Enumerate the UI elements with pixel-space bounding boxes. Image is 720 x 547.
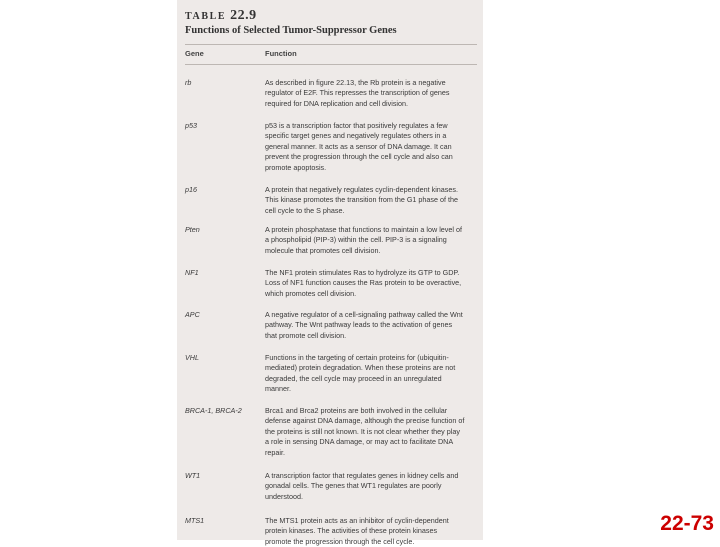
gene-cell: VHL [185,353,199,362]
function-cell: As described in figure 22.13, the Rb protein is a negative regulator of E2F. This represses the transcription of genes required for DNA replication and cell division. [265,78,450,108]
function-cell: The NF1 protein stimulates Ras to hydrolyze its GTP to GDP. Loss of NF1 function causes the Ras protein to be overactive, which promotes cell division. [265,268,462,298]
table-row [185,471,477,502]
table-row [185,78,477,109]
header-rule-bottom [185,64,477,65]
table-label-number: 22.9 [230,8,257,23]
table-row [185,225,477,256]
table-title: Functions of Selected Tumor-Suppressor Genes [185,25,397,36]
function-cell: p53 is a transcription factor that positively regulates a few specific target genes and negatively regulates others in a general manner. It acts as a sensor of DNA damage. It can prevent the progression through the cell cycle and also can promote apoptosis. [265,121,453,172]
function-cell: The MTS1 protein acts as an inhibitor of cyclin-dependent protein kinases. The activities of these protein kinases promote the progression through the cell cycle. [265,516,449,546]
table-number [185,7,477,24]
table-row [185,185,477,216]
gene-cell: Pten [185,225,200,234]
gene-cell: MTS1 [185,516,205,525]
function-cell: A protein phosphatase that functions to maintain a low level of a phospholipid (PIP-3) within the cell. PIP-3 is a signaling molecule that promotes cell division. [265,225,462,255]
function-cell: Brca1 and Brca2 proteins are both involved in the cellular defense against DNA damage, although the precise function of the proteins is still not known. It is not clear whether they play a role in sensing DNA damage, or may act to facilitate DNA repair. [265,406,465,457]
table-row [185,516,477,547]
gene-cell: p53 [185,121,197,130]
table-label-prefix: TABLE [185,11,227,22]
table-row [185,406,477,458]
table-row [185,353,477,395]
gene-cell: p16 [185,185,197,194]
table-header-row [185,45,477,60]
table-row [185,268,477,299]
gene-cell: NF1 [185,268,199,277]
function-cell: A negative regulator of a cell-signaling pathway called the Wnt pathway. The Wnt pathway leads to the activation of genes that promote cell division. [265,310,463,340]
gene-cell: WT1 [185,471,201,480]
gene-cell: BRCA-1, BRCA-2 [185,406,242,415]
header-function: Function [265,49,297,58]
function-cell: Functions in the targeting of certain proteins for (ubiquitin-mediated) protein degradation. When these proteins are not degraded, the cell cycle may proceed in an unregulated manner. [265,353,456,394]
table-row [185,310,477,341]
slide-number: 22-73 [660,512,714,535]
function-cell: A transcription factor that regulates genes in kidney cells and gonadal cells. The genes that WT1 regulates are poorly understood. [265,471,459,501]
header-gene: Gene [185,49,204,58]
table-panel [177,0,483,546]
gene-cell: APC [185,310,200,319]
table-row [185,121,477,173]
gene-cell: rb [185,78,192,87]
function-cell: A protein that negatively regulates cyclin-dependent kinases. This kinase promotes the transition from the G1 phase of the cell cycle to the S phase. [265,185,458,215]
